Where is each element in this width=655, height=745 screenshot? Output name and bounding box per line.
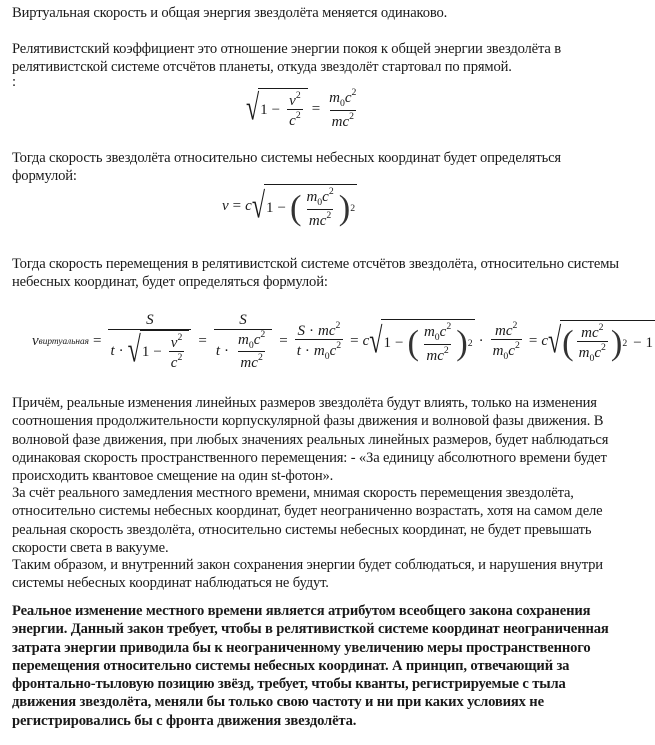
paragraph-3: Тогда скорость звездолёта относительно системы небесных координат будет определяться формулой: [12, 150, 561, 185]
paragraph-7: Таким образом, и внутренний закон сохранения энергии будет соблюдаться, и нарушения внутри системы небесных координат наблюдаться не будут. [12, 557, 603, 592]
formula-virtual-velocity: v виртуальная = S t · √ 1 − $\frac{v^2}{c^2}$ = S t · $\frac{m_0c^2}{mc^2}$ = $\frac{S \cdot mc^2}{t \cdot m_0c^2}$ = c √ 1 − ( $\frac{m_0c^2}{mc^2}$ ) 2 · $\frac{mc^2}{m_0c^2}$ = c √ ( $\frac{mc^2}{m_0c^2}$ ) 2 − 1 [32, 312, 654, 371]
paragraph-5: Причём, реальные изменения линейных размеров звездолёта будут влиять, только на изменения соотношения продолжительности корпускулярной фазы движения и волновой фазы движения. В волновой фазе движения, при любых значениях реальных линейных размеров, будет наблюдаться одинаковая скорость пространственного перемещения: - «За единицу абсолютного времени будет происходить квантовое смещение на один st-фотон». [12, 395, 609, 485]
paragraph-8-bold: Реальное изменение местного времени является атрибутом всеобщего закона сохранения энергии. Данный закон требует, чтобы в релятивисткой системе координат неограниченная затрата энергии приводила бы к неограниченному увеличению меры пространственного перемещения относительно системы небесных координат. А принцип, отвечающий за фронтально-тыловую позицию звёзд, требует, чтобы кванты, регистрируемые с тыла движения звездолёта, меняли бы только свою частоту и ни при каких условиях не регистрировались бы с фронта движения звездолёта. [12, 603, 609, 729]
paragraph-2-colon: : [12, 74, 16, 90]
paragraph-2: Релятивистский коэффициент это отношение энергии покоя к общей энергии звездолёта в релятивистской системе отсчётов планеты, откуда звездолёт стартовал по прямой. [12, 41, 561, 76]
paragraph-1: Виртуальная скорость и общая энергия звездолёта меняется одинаково. [12, 5, 448, 21]
formula-starship-velocity: v = c √ 1 − ( $\frac{m_0c^2}{mc^2}$ ) 2 [222, 186, 356, 229]
formula-relativistic-coefficient: √ 1 − $\frac{v^2}{c^2}$ = $\frac{m_0c^2}{mc^2}$ [246, 87, 357, 130]
paragraph-4: Тогда скорость перемещения в релятивистской системе отсчётов звездолёта, относительно системы небесных координат, будет определяться формулой: [12, 256, 619, 291]
paragraph-6: За счёт реального замедления местного времени, мнимая скорость перемещения звездолёта, относительно системы небесных координат, будет неограниченно возрастать, хотя на самом деле реальная скорость звездолёта, относительно системы небесных координат, не будет превышать скорости света в вакууме. [12, 485, 603, 556]
